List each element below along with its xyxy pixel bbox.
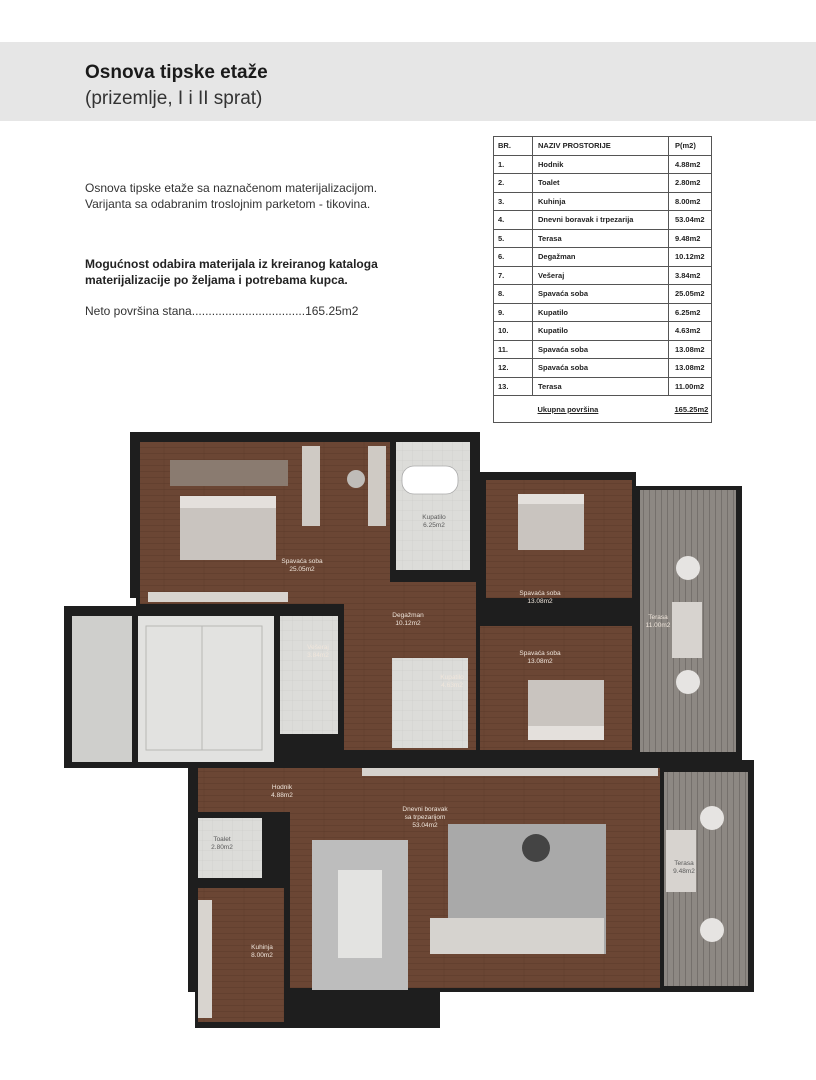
- row-no: 2.: [494, 174, 533, 193]
- terrace-table: [672, 602, 702, 658]
- row-no: 10.: [494, 322, 533, 341]
- row-name: Terasa: [533, 377, 669, 396]
- table-row: [494, 248, 712, 267]
- label-toilet: Toalet 2.80m2: [211, 836, 233, 851]
- terrace-chair: [700, 918, 724, 942]
- row-area: 4.88m2: [669, 155, 712, 174]
- stairwell-elevator: [72, 616, 132, 762]
- label-terrace-9: Terasa 9.48m2: [673, 860, 695, 875]
- table-row: [494, 266, 712, 285]
- row-no: 3.: [494, 192, 533, 211]
- table-row: [494, 322, 712, 341]
- row-area: 4.63m2: [669, 322, 712, 341]
- label-terrace-11: Terasa 11.00m2: [645, 614, 671, 629]
- label-bathroom-6: Kupatilo 6.25m2: [422, 514, 446, 529]
- rooms-table: [493, 136, 712, 423]
- bedroom-wardrobe: [148, 592, 288, 602]
- row-area: 9.48m2: [669, 229, 712, 248]
- row-no: 7.: [494, 266, 533, 285]
- row-name: Kuhinja: [533, 192, 669, 211]
- label-laundry: Vešeraj 3.84m2: [307, 644, 329, 659]
- page-subtitle: (prizemlje, I i II sprat): [85, 88, 263, 109]
- table-total-row: [494, 396, 712, 423]
- room-bathroom-4: [392, 658, 468, 748]
- row-no: 1.: [494, 155, 533, 174]
- round-stool: [347, 470, 365, 488]
- table-row: [494, 211, 712, 230]
- table-row: [494, 340, 712, 359]
- header-area: P(m2): [669, 137, 712, 156]
- table-row: [494, 303, 712, 322]
- bed-13a-pillows: [518, 494, 584, 504]
- coffee-table: [522, 834, 550, 862]
- floor-plan: [62, 430, 754, 1028]
- label-bedroom-13b: Spavaća soba 13.08m2: [519, 650, 561, 665]
- room-laundry: [280, 616, 338, 734]
- net-area: Neto površina stana..................................165.25m2: [85, 304, 359, 318]
- row-no: 12.: [494, 359, 533, 378]
- terrace-chair: [700, 806, 724, 830]
- master-bed-pillows: [180, 496, 276, 508]
- total-label: Ukupna površina: [533, 396, 669, 423]
- header-no: BR.: [494, 137, 533, 156]
- table-row: [494, 229, 712, 248]
- terrace-chair: [676, 556, 700, 580]
- table-row: [494, 174, 712, 193]
- header-name: NAZIV PROSTORIJE: [533, 137, 669, 156]
- kitchen-counter: [198, 900, 212, 1018]
- total-spacer: [494, 396, 533, 423]
- row-no: 5.: [494, 229, 533, 248]
- table-header-row: [494, 137, 712, 156]
- room-bathroom-6: [396, 442, 470, 570]
- bed-13b-pillows: [528, 726, 604, 740]
- row-no: 13.: [494, 377, 533, 396]
- row-area: 3.84m2: [669, 266, 712, 285]
- label-bedroom-25: Spavaća soba 25.05m2: [281, 558, 323, 573]
- dining-table: [338, 870, 382, 958]
- row-name: Vešeraj: [533, 266, 669, 285]
- row-name: Spavaća soba: [533, 340, 669, 359]
- page-title: Osnova tipske etaže: [85, 62, 268, 83]
- wardrobe-right: [368, 446, 386, 526]
- table-row: [494, 377, 712, 396]
- row-no: 4.: [494, 211, 533, 230]
- terrace-chair: [676, 670, 700, 694]
- label-bathroom-4: Kupatilo 4.63m2: [440, 674, 464, 689]
- row-name: Kupatilo: [533, 303, 669, 322]
- stairwell: [138, 616, 274, 762]
- table-row: [494, 359, 712, 378]
- row-name: Toalet: [533, 174, 669, 193]
- row-no: 8.: [494, 285, 533, 304]
- row-area: 13.08m2: [669, 359, 712, 378]
- description-text: Osnova tipske etaže sa naznačenom materijalizacijom. Varijanta sa odabranim troslojnim parketom - tikovina.: [85, 181, 378, 211]
- row-area: 10.12m2: [669, 248, 712, 267]
- label-bedroom-13a: Spavaća soba 13.08m2: [519, 590, 561, 605]
- label-degazman: Degažman 10.12m2: [392, 612, 424, 627]
- label-corridor: Hodnik 4.88m2: [271, 784, 293, 799]
- living-cabinet: [362, 768, 658, 776]
- row-area: 8.00m2: [669, 192, 712, 211]
- row-name: Terasa: [533, 229, 669, 248]
- total-area: 165.25m2: [669, 396, 712, 423]
- bedroom-bench: [170, 460, 288, 486]
- row-no: 6.: [494, 248, 533, 267]
- row-no: 9.: [494, 303, 533, 322]
- row-area: 53.04m2: [669, 211, 712, 230]
- wardrobe-left: [302, 446, 320, 526]
- row-area: 11.00m2: [669, 377, 712, 396]
- row-name: Degažman: [533, 248, 669, 267]
- label-kitchen: Kuhinja 8.00m2: [251, 944, 273, 959]
- table-row: [494, 155, 712, 174]
- bathtub: [402, 466, 458, 494]
- row-name: Kupatilo: [533, 322, 669, 341]
- row-name: Spavaća soba: [533, 285, 669, 304]
- row-area: 6.25m2: [669, 303, 712, 322]
- row-name: Spavaća soba: [533, 359, 669, 378]
- description-bold: Mogućnost odabira materijala iz kreiranog kataloga materijalizacije po željama i potrebama kupca.: [85, 257, 378, 287]
- row-area: 2.80m2: [669, 174, 712, 193]
- row-area: 13.08m2: [669, 340, 712, 359]
- row-name: Hodnik: [533, 155, 669, 174]
- table-row: [494, 285, 712, 304]
- table-row: [494, 192, 712, 211]
- row-name: Dnevni boravak i trpezarija: [533, 211, 669, 230]
- sofa: [430, 918, 604, 954]
- row-no: 11.: [494, 340, 533, 359]
- label-living: Dnevni boravak sa trpezarijom 53.04m2: [402, 806, 448, 829]
- row-area: 25.05m2: [669, 285, 712, 304]
